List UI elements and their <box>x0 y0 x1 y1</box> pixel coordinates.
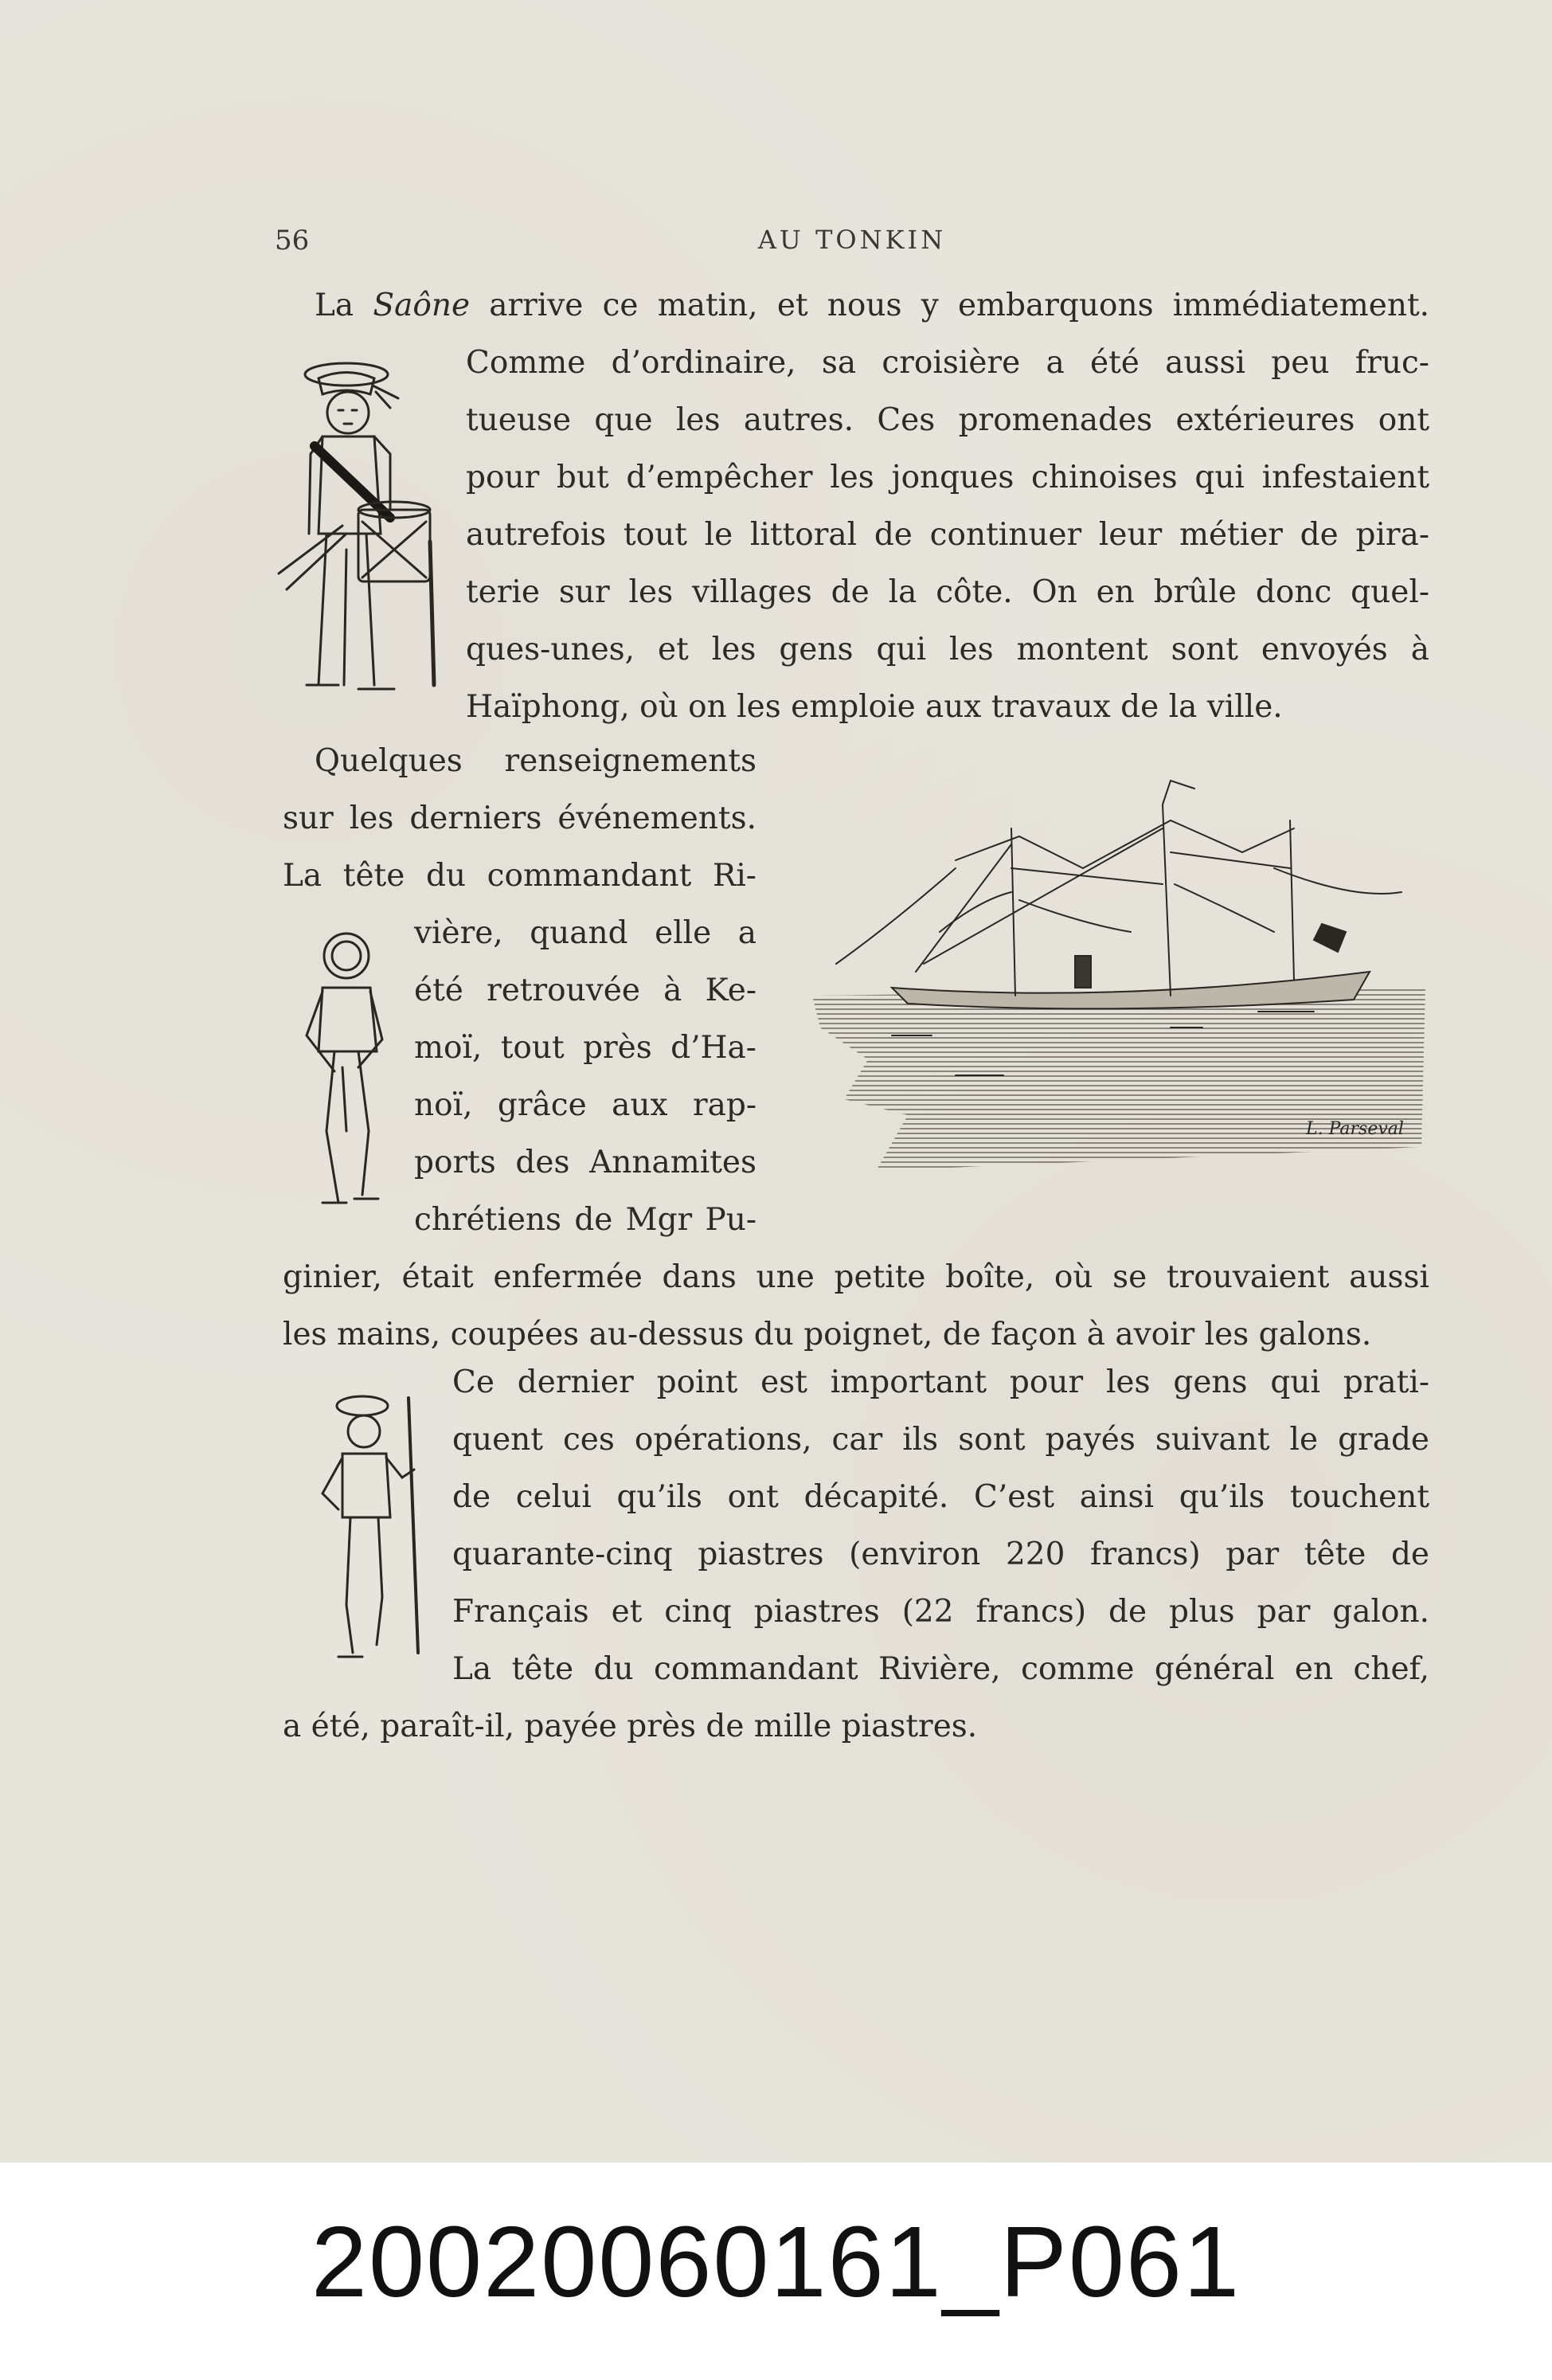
drummer-sailor-illustration <box>271 350 454 709</box>
page-header <box>275 225 1429 264</box>
sailor-with-rifle-illustration <box>307 1382 434 1669</box>
running-title: AU TONKIN <box>757 225 947 255</box>
paragraph-3-top: Quelques renseignements sur les derniers événements. La tête du commandant Ri- <box>283 743 756 894</box>
ship-artist-signature: L. Parseval <box>1306 1119 1404 1139</box>
standing-sailor-illustration <box>291 932 402 1219</box>
paragraph-1: La Saône arrive ce matin, et nous y embarquons immédiatement. <box>315 288 1430 323</box>
page-number: 56 <box>275 225 310 256</box>
ship-name: Saône <box>373 288 471 323</box>
paragraph-2: Comme d’ordinaire, sa croisière a été aussi peu fruc- tueuse que les autres. Ces promenades extérieures ont pour but d’empêcher les jonques chinoises qui infestaient autrefois tout le littoral de continuer leur métier de pira- terie sur les villages de la côte. On en brûle donc quel- ques-unes, et les gens qui les montent sont envoyés à Haïphong, où on les emploie aux travaux de la ville. <box>466 345 1429 725</box>
paragraph-3-indented: vière, quand elle a été retrouvée à Ke- moï, tout près d’Ha- noï, grâce aux rap- ports des Annamites chrétiens de Mgr Pu- <box>414 915 756 1238</box>
scan-identifier: 20020060161_P061 <box>311 2206 1241 2318</box>
paragraph-3-bottom: ginier, était enfermée dans une petite boîte, où se trouvaient aussi les mains, coupées au-dessus du poignet, de façon à avoir les galons. <box>283 1259 1429 1352</box>
paragraph-4: Ce dernier point est important pour les gens qui prati- quent ces opérations, car ils sont payés suivant le grade de celui qu’ils ont décapité. C’est ainsi qu’ils touchent quarante-cinq piastres (environ 220 francs) par tête de Français et cinq piastres (22 francs) de plus par galon. La tête du commandant Rivière, comme général en chef, <box>452 1364 1429 1687</box>
paragraph-4-last-line: a été, paraît-il, payée près de mille piastres. <box>283 1709 978 1744</box>
